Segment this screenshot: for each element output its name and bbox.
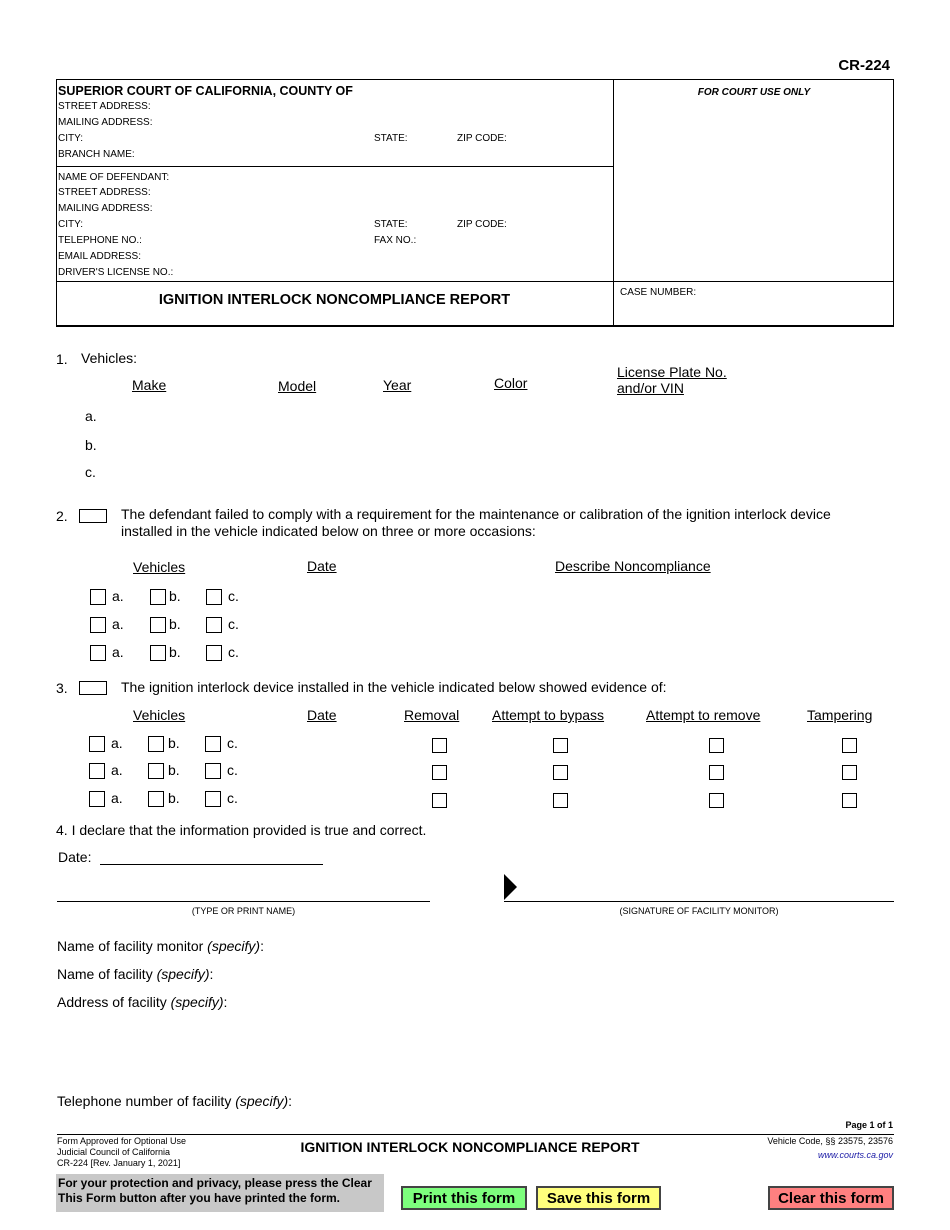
header-plate-line2: and/or VIN [617, 380, 684, 396]
footer-approved-1: Form Approved for Optional Use [57, 1136, 187, 1146]
item3-vehicle-checkbox[interactable] [205, 791, 221, 807]
facility-name-label: Name of facility (specify): [57, 966, 214, 982]
item3-tampering-checkbox[interactable] [842, 793, 857, 808]
item3-vehicle-option-label: b. [168, 735, 180, 751]
item3-vehicle-option-label: c. [227, 735, 238, 751]
defendant-phone-label: TELEPHONE NO.: [58, 235, 142, 246]
item3-vehicle-option-label: a. [111, 790, 123, 806]
form-title: IGNITION INTERLOCK NONCOMPLIANCE REPORT [158, 292, 511, 308]
privacy-line-2: This Form button after you have printed the form. [58, 1191, 341, 1205]
item3-bypass-checkbox[interactable] [553, 765, 568, 780]
date-label: Date: [58, 849, 92, 865]
item3-vehicle-option-label: c. [227, 762, 238, 778]
item2-vehicle-option-label: a. [112, 616, 124, 632]
item3-tampering-checkbox[interactable] [842, 765, 857, 780]
item1-number: 1. [56, 351, 68, 367]
defendant-fax-label: FAX NO.: [374, 235, 417, 246]
header-make: Make [132, 377, 167, 393]
footer-code: Vehicle Code, §§ 23575, 23576 [767, 1136, 893, 1146]
item3-vehicle-checkbox[interactable] [89, 736, 105, 752]
item2-vehicle-checkbox[interactable] [206, 617, 222, 633]
item3-tampering-checkbox[interactable] [842, 738, 857, 753]
header-color: Color [494, 375, 528, 391]
court-street-label: STREET ADDRESS: [58, 101, 151, 112]
item2-text-line1: The defendant failed to comply with a requirement for the maintenance or calibration of the ignition interlock device [121, 506, 831, 522]
footer-approved-3: CR-224 [Rev. January 1, 2021] [57, 1158, 181, 1168]
court-use-label: FOR COURT USE ONLY [697, 87, 811, 98]
item2-vehicle-checkbox[interactable] [90, 617, 106, 633]
court-title: SUPERIOR COURT OF CALIFORNIA, COUNTY OF [58, 84, 353, 98]
footer-title: IGNITION INTERLOCK NONCOMPLIANCE REPORT [300, 1139, 640, 1155]
item3-removal-checkbox[interactable] [432, 793, 447, 808]
item2-number: 2. [56, 508, 68, 524]
defendant-state-label: STATE: [374, 219, 408, 230]
facility-phone-label: Telephone number of facility (specify): [57, 1093, 293, 1109]
defendant-email-label: EMAIL ADDRESS: [58, 251, 141, 262]
item3-attempt-remove-checkbox[interactable] [709, 738, 724, 753]
item2-vehicle-checkbox[interactable] [150, 645, 166, 661]
item3-header-attempt-remove: Attempt to remove [646, 707, 761, 723]
item2-vehicle-checkbox[interactable] [206, 589, 222, 605]
case-number-label: CASE NUMBER: [620, 287, 697, 298]
item3-vehicle-option-label: a. [111, 762, 123, 778]
item2-vehicle-checkbox[interactable] [150, 617, 166, 633]
facility-monitor-label: Name of facility monitor (specify): [57, 938, 264, 954]
item2-vehicle-checkbox[interactable] [90, 645, 106, 661]
vehicle-row-c: c. [85, 464, 96, 480]
item2-vehicle-option-label: c. [228, 616, 239, 632]
header-bottom-thick [56, 325, 894, 327]
defendant-street-label: STREET ADDRESS: [58, 187, 151, 198]
item2-vehicle-option-label: b. [169, 588, 181, 604]
item3-vehicle-checkbox[interactable] [205, 763, 221, 779]
item2-vehicle-option-label: c. [228, 588, 239, 604]
print-name-line[interactable] [57, 901, 430, 902]
defendant-zip-label: ZIP CODE: [457, 219, 507, 230]
item3-attempt-remove-checkbox[interactable] [709, 765, 724, 780]
item3-header-tampering: Tampering [807, 707, 873, 723]
item3-vehicle-checkbox[interactable] [205, 736, 221, 752]
footer-approved-2: Judicial Council of California [57, 1147, 171, 1157]
header-divider-1 [56, 166, 613, 167]
defendant-name-label: NAME OF DEFENDANT: [58, 172, 170, 183]
print-form-button[interactable]: Print this form [401, 1186, 527, 1210]
item3-vehicle-checkbox[interactable] [148, 791, 164, 807]
item3-header-date: Date [307, 707, 337, 723]
privacy-notice [56, 1174, 384, 1212]
vehicle-row-b: b. [85, 437, 97, 453]
item3-removal-checkbox[interactable] [432, 738, 447, 753]
header-plate-line1: License Plate No. [617, 364, 727, 380]
item2-vehicle-option-label: a. [112, 644, 124, 660]
page-number: Page 1 of 1 [845, 1120, 893, 1130]
item2-header-vehicles: Vehicles [133, 559, 186, 575]
item3-header-bypass: Attempt to bypass [492, 707, 605, 723]
form-number: CR-224 [838, 57, 890, 74]
court-city-label: CITY: [58, 133, 84, 144]
item2-vehicle-checkbox[interactable] [90, 589, 106, 605]
footer-url-link[interactable]: www.courts.ca.gov [817, 1150, 893, 1160]
defendant-license-label: DRIVER'S LICENSE NO.: [58, 267, 174, 278]
item2-vehicle-option-label: b. [169, 616, 181, 632]
defendant-mailing-label: MAILING ADDRESS: [58, 203, 153, 214]
facility-address-label: Address of facility (specify): [57, 994, 228, 1010]
header-vertical-divider [613, 79, 614, 327]
item2-vehicle-option-label: c. [228, 644, 239, 660]
clear-form-button[interactable]: Clear this form [768, 1186, 894, 1210]
item3-vehicle-option-label: a. [111, 735, 123, 751]
item3-vehicle-checkbox[interactable] [148, 736, 164, 752]
item1-label: Vehicles: [81, 350, 138, 366]
item3-vehicle-option-label: b. [168, 762, 180, 778]
item3-attempt-remove-checkbox[interactable] [709, 793, 724, 808]
court-state-label: STATE: [374, 133, 408, 144]
item3-vehicle-option-label: c. [227, 790, 238, 806]
footer-rule [57, 1134, 894, 1135]
item3-removal-checkbox[interactable] [432, 765, 447, 780]
item3-bypass-checkbox[interactable] [553, 793, 568, 808]
item3-vehicle-option-label: b. [168, 790, 180, 806]
court-branch-label: BRANCH NAME: [58, 149, 135, 160]
item2-vehicle-checkbox[interactable] [206, 645, 222, 661]
defendant-city-label: CITY: [58, 219, 84, 230]
print-name-caption: (TYPE OR PRINT NAME) [191, 906, 296, 916]
vehicle-row-a: a. [85, 408, 97, 424]
header-model: Model [278, 378, 317, 394]
date-input-line[interactable] [100, 864, 323, 865]
signature-arrow-icon [504, 874, 518, 902]
item2-checkbox[interactable] [79, 509, 107, 523]
item2-vehicle-checkbox[interactable] [150, 589, 166, 605]
item3-bypass-checkbox[interactable] [553, 738, 568, 753]
signature-line[interactable] [504, 901, 894, 902]
save-form-button[interactable]: Save this form [536, 1186, 661, 1210]
item3-number: 3. [56, 680, 68, 696]
item3-checkbox[interactable] [79, 681, 107, 695]
item2-header-date: Date [307, 558, 337, 574]
header-box [56, 79, 894, 327]
privacy-line-1: For your protection and privacy, please press the Clear [58, 1176, 372, 1190]
item3-vehicle-checkbox[interactable] [89, 791, 105, 807]
signature-caption: (SIGNATURE OF FACILITY MONITOR) [619, 906, 779, 916]
court-mailing-label: MAILING ADDRESS: [58, 117, 153, 128]
header-divider-2 [56, 281, 894, 282]
item2-vehicle-option-label: b. [169, 644, 181, 660]
header-year: Year [383, 377, 412, 393]
item2-text-line2: installed in the vehicle indicated below on three or more occasions: [121, 523, 536, 539]
item3-header-removal: Removal [404, 707, 460, 723]
item2-vehicle-option-label: a. [112, 588, 124, 604]
court-zip-label: ZIP CODE: [457, 133, 507, 144]
item3-vehicle-checkbox[interactable] [148, 763, 164, 779]
item2-header-describe: Describe Noncompliance [555, 558, 711, 574]
item3-header-vehicles: Vehicles [133, 707, 186, 723]
item3-vehicle-checkbox[interactable] [89, 763, 105, 779]
item4-declaration: 4. I declare that the information provided is true and correct. [56, 822, 427, 838]
item3-text: The ignition interlock device installed in the vehicle indicated below showed evidence of: [121, 679, 667, 695]
